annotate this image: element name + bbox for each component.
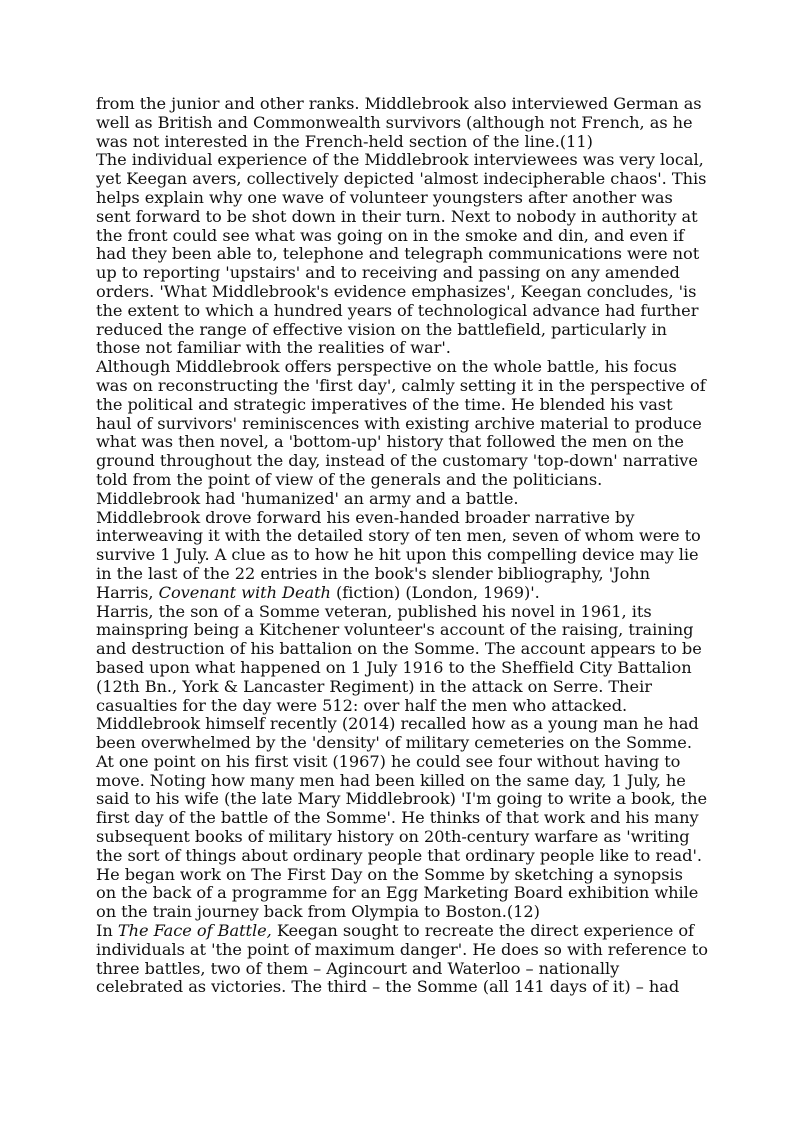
paragraph-text: Middlebrook drove forward his even-handed broader narrative by interweaving it with the detailed story of ten men, seven of whom were to survive 1 July. A clue as to how he hit upon this compelling device may lie in the last of the 22 entries in the book's slender bibliography, 'John Harris,	[96, 507, 701, 602]
book-title-italic: Covenant with Death	[158, 582, 331, 602]
paragraph	[96, 358, 708, 508]
paragraph-text: In	[96, 921, 118, 941]
paragraph	[96, 715, 708, 922]
paragraph	[96, 603, 708, 716]
paragraph-text: (fiction) (London, 1969)'.	[330, 582, 540, 602]
paragraph-text: The individual experience of the Middlebrook interviewees was very local, yet Keegan avers, collectively depicted 'almost indecipherable chaos'. This helps explain why one wave of volunteer youngsters after another was sent forward to be shot down in their turn. Next to nobody in authority at the front could see what was going on in the smoke and din, and even if had they been able to, telephone and telegraph communications were not up to reporting 'upstairs' and to receiving and passing on any amended orders. 'What Middlebrook's evidence emphasizes', Keegan concludes, 'is the extent to which a hundred years of technological advance had further reduced the range of effective vision on the battlefield, particularly in those not familiar with the realities of war'.	[96, 150, 707, 358]
paragraph-text: Keegan sought to recreate the direct experience of individuals at 'the point of maximum danger'. He does so with reference to three battles, two of them – Agincourt and Waterloo – nationally celebrated as victories. The third – the Somme (all 141 days of it) – had	[96, 921, 708, 997]
paragraph	[96, 922, 708, 997]
paragraph	[96, 509, 708, 603]
paragraph-text: Harris, the son of a Somme veteran, published his novel in 1961, its mainspring being a Kitchener volunteer's account of the raising, training and destruction of his battalion on the Somme. The account appears to be based upon what happened on 1 July 1916 to the Sheffield City Battalion (12th Bn., York & Lancaster Regiment) in the attack on Serre. Their casualties for the day were 512: over half the men who attacked.	[96, 601, 702, 715]
paragraph-text: Middlebrook himself recently (2014) recalled how as a young man he had been overwhelmed by the 'density' of military cemeteries on the Somme. At one point on his first visit (1967) he could see four without having to move. Noting how many men had been killed on the same day, 1 July, he said to his wife (the late Mary Middlebrook) 'I'm going to write a book, the first day of the battle of the Somme'. He thinks of that work and his many subsequent books of military history on 20th-century warfare as 'writing the sort of things about ordinary people that ordinary people like to read'. He began work on The First Day on the Somme by sketching a synopsis on the back of a programme for an Egg Marketing Board exhibition while on the train journey back from Olympia to Boston.(12)	[96, 714, 708, 922]
paragraph	[96, 151, 708, 358]
paragraph	[96, 95, 708, 151]
document-body	[96, 95, 708, 997]
book-title-italic: The Face of Battle,	[117, 921, 272, 941]
paragraph-text: from the junior and other ranks. Middlebrook also interviewed German as well as British and Commonwealth survivors (although not French, as he was not interested in the French-held section of the line.(11)	[96, 94, 702, 151]
paragraph-text: Although Middlebrook offers perspective on the whole battle, his focus was on reconstructing the 'first day', calmly setting it in the perspective of the political and strategic imperatives of the time. He blended his vast haul of survivors' reminiscences with existing archive material to produce what was then novel, a 'bottom-up' history that followed the men on the ground throughout the day, instead of the customary 'top-down' narrative told from the point of view of the generals and the politicians. Middlebrook had 'humanized' an army and a battle.	[96, 357, 706, 508]
